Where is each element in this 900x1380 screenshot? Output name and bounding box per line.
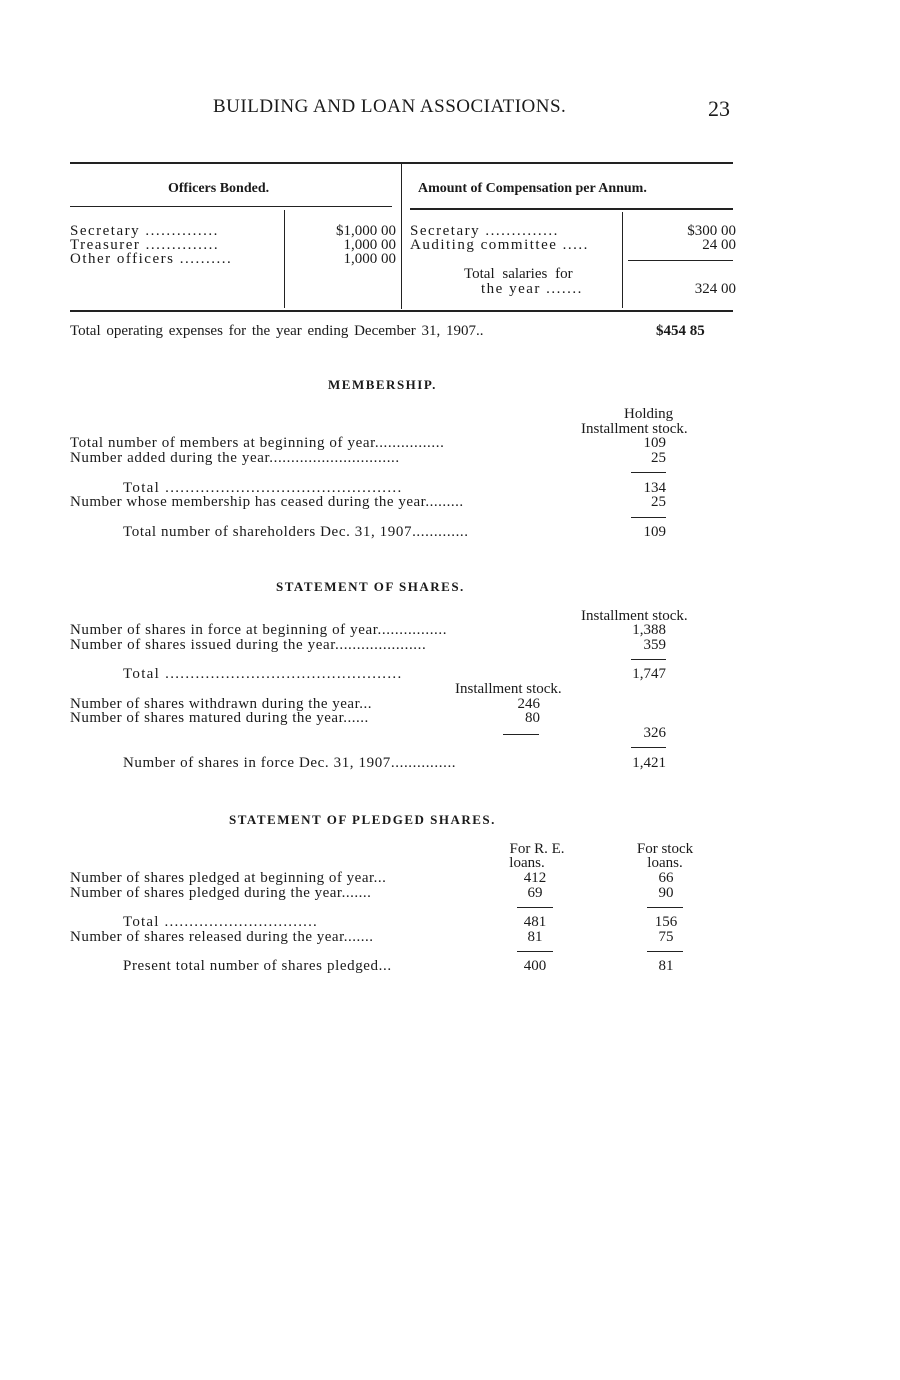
- shares-sum-rule: [631, 747, 666, 748]
- shares-inner-head: Installment stock.: [455, 681, 562, 697]
- pledged-column-head: loans.: [647, 855, 683, 871]
- right-amount-divider: [622, 212, 623, 308]
- membership-sum-rule: [631, 517, 666, 518]
- shares-row-label: Number of shares issued during the year.....................: [70, 637, 427, 653]
- shares-matured-value: 80: [525, 710, 540, 726]
- salary-total-amount: 324 00: [694, 281, 736, 297]
- pledged-column-head: loans.: [509, 855, 545, 871]
- shares-row-value: 1,388: [632, 622, 666, 638]
- membership-row-value: 25: [651, 450, 666, 466]
- pledged-stock-value: 81: [658, 958, 674, 974]
- salary-total-label: the year .......: [481, 281, 583, 297]
- bonded-amount: 1,000 00: [343, 237, 396, 253]
- compensation-amount: 24 00: [702, 237, 736, 253]
- pledged-stock-value: 156: [654, 914, 678, 930]
- salary-total-rule: [628, 260, 733, 261]
- compensation-label: Secretary ..............: [410, 223, 559, 239]
- right-header-rule: [410, 208, 733, 210]
- pledged-row-label: Number of shares released during the year.......: [70, 929, 374, 945]
- membership-row-label: Total number of shareholders Dec. 31, 1907.............: [123, 524, 469, 540]
- pledged-stock-value: 90: [658, 885, 674, 901]
- pledged-re-value: 481: [523, 914, 547, 930]
- pledged-sum-rule: [517, 951, 553, 952]
- pledged-title: STATEMENT OF PLEDGED SHARES.: [229, 812, 496, 827]
- pledged-row-label: Total ...............................: [123, 914, 319, 930]
- running-header: BUILDING AND LOAN ASSOCIATIONS.: [213, 96, 567, 117]
- shares-title: STATEMENT OF SHARES.: [276, 579, 465, 594]
- pledged-re-value: 69: [527, 885, 543, 901]
- membership-row-value: 109: [643, 435, 666, 451]
- shares-final-label: Number of shares in force Dec. 31, 1907...............: [123, 755, 457, 771]
- shares-matured-label: Number of shares matured during the year......: [70, 710, 369, 726]
- membership-row-value: 25: [651, 494, 666, 510]
- membership-title: MEMBERSHIP.: [328, 377, 437, 392]
- bonded-label: Treasurer ..............: [70, 237, 220, 253]
- table-bottom-rule: [70, 310, 733, 312]
- membership-column-head: Installment stock.: [581, 421, 688, 437]
- shares-final-value: 1,421: [632, 755, 666, 771]
- membership-row-value: 134: [643, 480, 666, 496]
- pledged-stock-value: 66: [658, 870, 674, 886]
- bonded-amount: $1,000 00: [336, 223, 396, 239]
- compensation-heading: Amount of Compensation per Annum.: [418, 181, 647, 196]
- shares-sum-rule: [631, 659, 666, 660]
- pledged-re-value: 81: [527, 929, 543, 945]
- operating-expenses-amount: $454 85: [656, 323, 705, 339]
- bonded-amount: 1,000 00: [343, 251, 396, 267]
- operating-expenses-label: Total operating expenses for the year ending December 31, 1907..: [70, 323, 484, 339]
- shares-inner-rule: [503, 734, 539, 735]
- left-header-rule: [70, 206, 392, 207]
- pledged-column-head: For R. E.: [509, 841, 565, 857]
- membership-sum-rule: [631, 472, 666, 473]
- membership-row-label: Number added during the year..............................: [70, 450, 400, 466]
- officers-bonded-heading: Officers Bonded.: [168, 181, 270, 196]
- pledged-stock-value: 75: [658, 929, 674, 945]
- bonded-label: Secretary ..............: [70, 223, 219, 239]
- pledged-sum-rule: [647, 907, 683, 908]
- pledged-row-label: Number of shares pledged at beginning of year...: [70, 870, 387, 886]
- salary-total-label: Total salaries for: [464, 266, 573, 282]
- shares-withdrawn-value: 246: [517, 696, 540, 712]
- shares-row-value: 1,747: [632, 666, 666, 682]
- pledged-sum-rule: [517, 907, 553, 908]
- membership-row-label: Total number of members at beginning of year................: [70, 435, 445, 451]
- membership-row-label: Number whose membership has ceased during the year.........: [70, 494, 464, 510]
- left-amount-divider: [284, 210, 285, 308]
- table-center-divider: [401, 164, 402, 309]
- shares-row-value: 359: [643, 637, 666, 653]
- compensation-label: Auditing committee .....: [410, 237, 589, 253]
- shares-column-head: Installment stock.: [581, 608, 688, 624]
- shares-withdrawn-label: Number of shares withdrawn during the year...: [70, 696, 373, 712]
- bonded-label: Other officers ..........: [70, 251, 233, 267]
- shares-row-label: Number of shares in force at beginning of year................: [70, 622, 448, 638]
- shares-subtotal-value: 326: [643, 725, 666, 741]
- membership-row-value: 109: [643, 524, 666, 540]
- shares-row-label: Total ...............................................: [123, 666, 403, 682]
- membership-row-label: Total ...............................................: [123, 480, 403, 496]
- pledged-re-value: 412: [523, 870, 547, 886]
- pledged-row-label: Present total number of shares pledged...: [123, 958, 392, 974]
- pledged-re-value: 400: [523, 958, 547, 974]
- membership-column-head: Holding: [624, 406, 674, 422]
- pledged-column-head: For stock: [636, 841, 694, 857]
- pledged-row-label: Number of shares pledged during the year.......: [70, 885, 372, 901]
- compensation-amount: $300 00: [687, 223, 736, 239]
- page-number: 23: [708, 96, 730, 121]
- pledged-sum-rule: [647, 951, 683, 952]
